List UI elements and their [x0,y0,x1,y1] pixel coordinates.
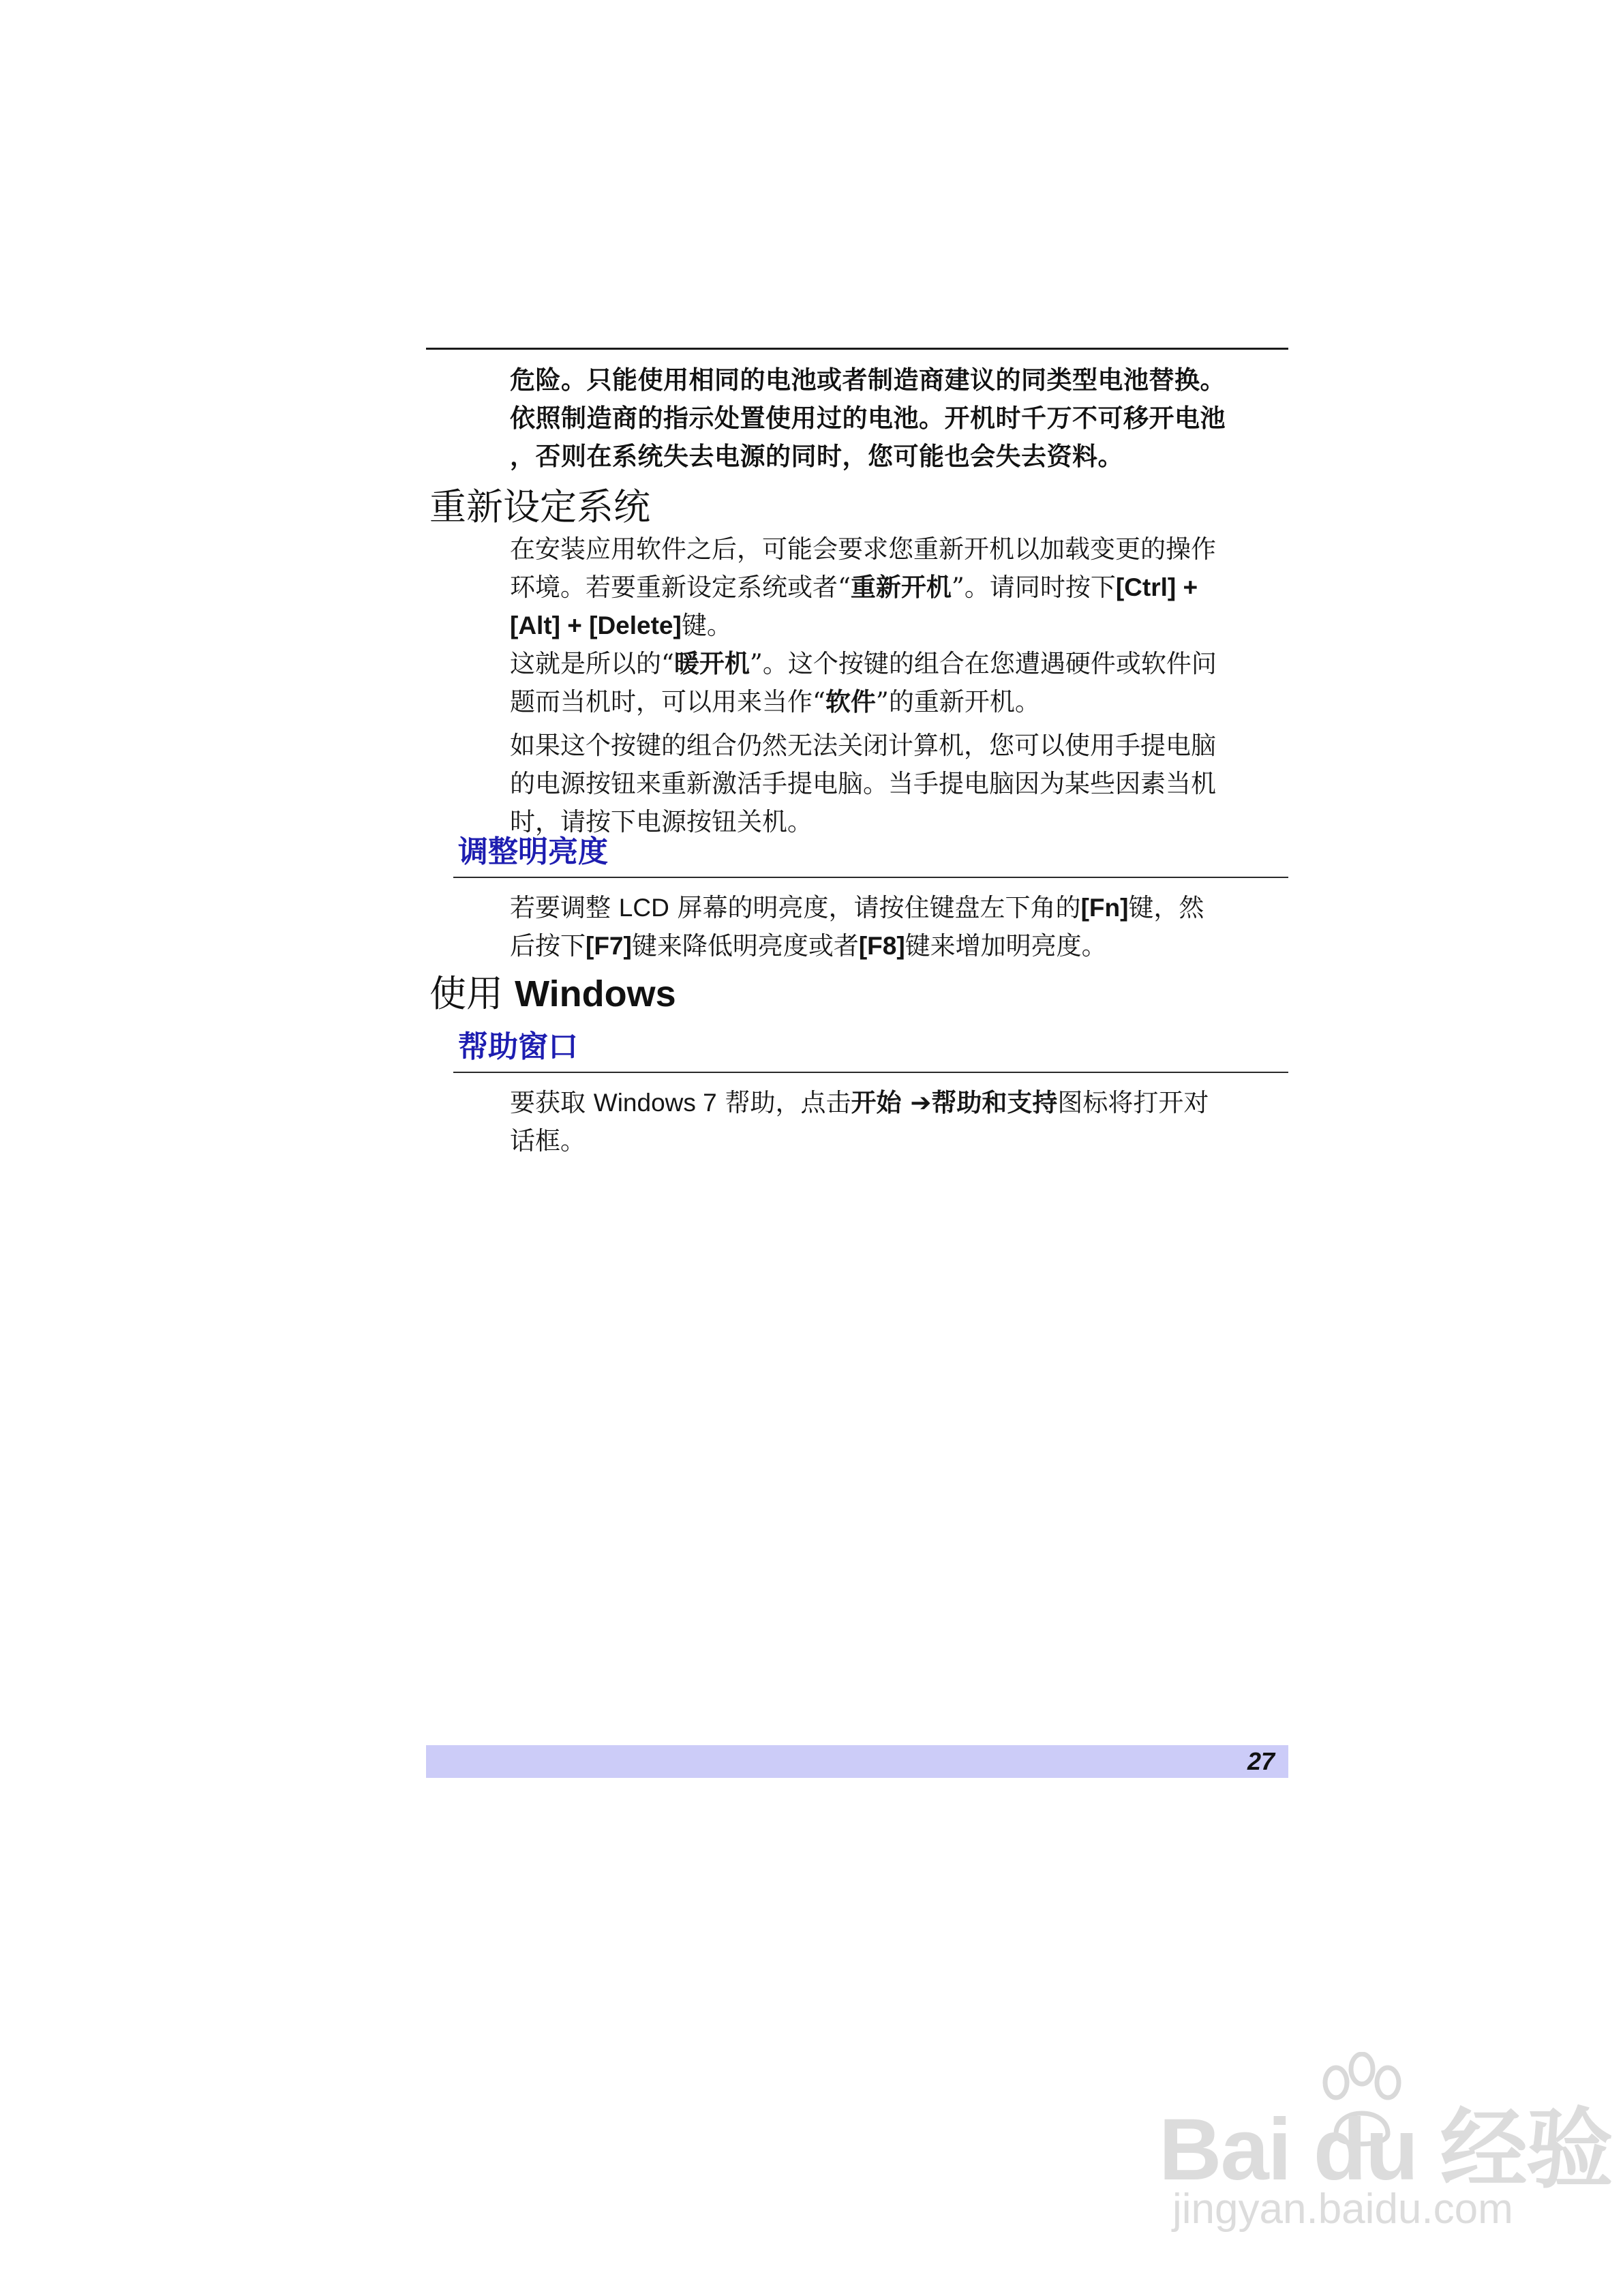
arrow-right-icon: ➔ [901,1088,932,1117]
text-run: 要获取 [510,1088,594,1117]
help-line-1 [510,1084,1287,1122]
key-f7: [F7] [586,932,632,960]
footer-bar [426,1745,1288,1778]
keyword-warm-boot: 暖开机 [673,649,750,678]
reset-p3-line-1: 如果这个按键的组合仍然无法关闭计算机，您可以使用手提电脑 [510,731,1216,760]
top-rule [426,348,1288,350]
reset-p1-line-1: 在安装应用软件之后，可能会要求您重新开机以加载变更的操作 [510,534,1216,564]
text-run: ”。这个按键的组合在您遭遇硬件或软件问 [749,649,1217,678]
text-run: ”。请同时按下 [951,573,1116,602]
watermark-url: jingyan.baidu.com [1172,2186,1513,2233]
text-run: 若要调整 [510,893,619,922]
text-run: Windows 7 [593,1089,717,1117]
reset-p2-line-2 [510,683,1287,721]
reset-system-body [510,530,1287,841]
section-title-reset-system: 重新设定系统 [429,485,650,528]
brightness-line-1 [510,889,1287,927]
text-run: 键来降低明亮度或者 [631,931,859,961]
warning-line-3: ，否则在系统失去电源的同时，您可能也会失去资料。 [510,442,1123,471]
text-run: 图标将打开对 [1057,1088,1209,1117]
text-run: 这就是所以的“ [510,649,674,678]
brightness-body [510,889,1287,965]
text-run: Windows [515,973,676,1014]
baidu-jingyan-watermark [1159,2052,1612,2256]
watermark-logo-text: Bai du 经验 [1159,2101,1612,2199]
text-run: 使用 [429,972,515,1015]
text-run: 键，然 [1128,893,1204,922]
keyword-start: 开始 [851,1088,902,1117]
text-run: 后按下 [510,931,586,961]
help-line-2: 话框。 [510,1126,586,1155]
text-run: 键。 [681,611,732,640]
text-run: ”的重新开机。 [875,687,1040,716]
key-ctrl: [Ctrl] + [1115,573,1198,601]
help-body [510,1084,1287,1160]
subsection-title-help-window: 帮助窗口 [458,1029,578,1064]
text-run: 环境。若要重新设定系统或者“ [510,573,851,602]
help-rule [453,1072,1288,1073]
warning-line-2: 依照制造商的指示处置使用过的电池。开机时千万不可移开电池 [510,404,1226,433]
reset-p3-line-3: 时，请按下电源按钮关机。 [510,807,813,836]
text-run: 题而当机时，可以用来当作“ [510,687,825,716]
page-number: 27 [1247,1747,1275,1775]
keyword-software: 软件 [825,687,876,716]
text-run: 屏幕的明亮度，请按住键盘左下角的 [669,893,1081,922]
subsection-title-brightness: 调整明亮度 [458,834,608,869]
brightness-rule [453,877,1288,878]
section-title-using-windows [429,972,676,1016]
key-f8: [F8] [858,932,905,960]
text-run: LCD [618,894,669,922]
text-run: 键来增加明亮度。 [905,931,1107,961]
text-run: 帮助，点击 [716,1088,851,1117]
warning-line-1: 危险。只能使用相同的电池或者制造商建议的同类型电池替换。 [510,365,1226,395]
battery-warning [510,361,1287,476]
reset-p1-line-3 [510,607,1287,645]
reset-p2-line-1 [510,645,1287,683]
reset-p3-line-2: 的电源按钮来重新激活手提电脑。当手提电脑因为某些因素当机 [510,769,1216,798]
reset-p1-line-2 [510,569,1287,607]
keyword-help-support: 帮助和支持 [931,1088,1058,1117]
keyword-restart: 重新开机 [850,573,952,602]
brightness-line-2 [510,927,1287,965]
key-fn: [Fn] [1080,894,1129,922]
key-alt-delete: [Alt] + [Delete] [510,611,682,639]
